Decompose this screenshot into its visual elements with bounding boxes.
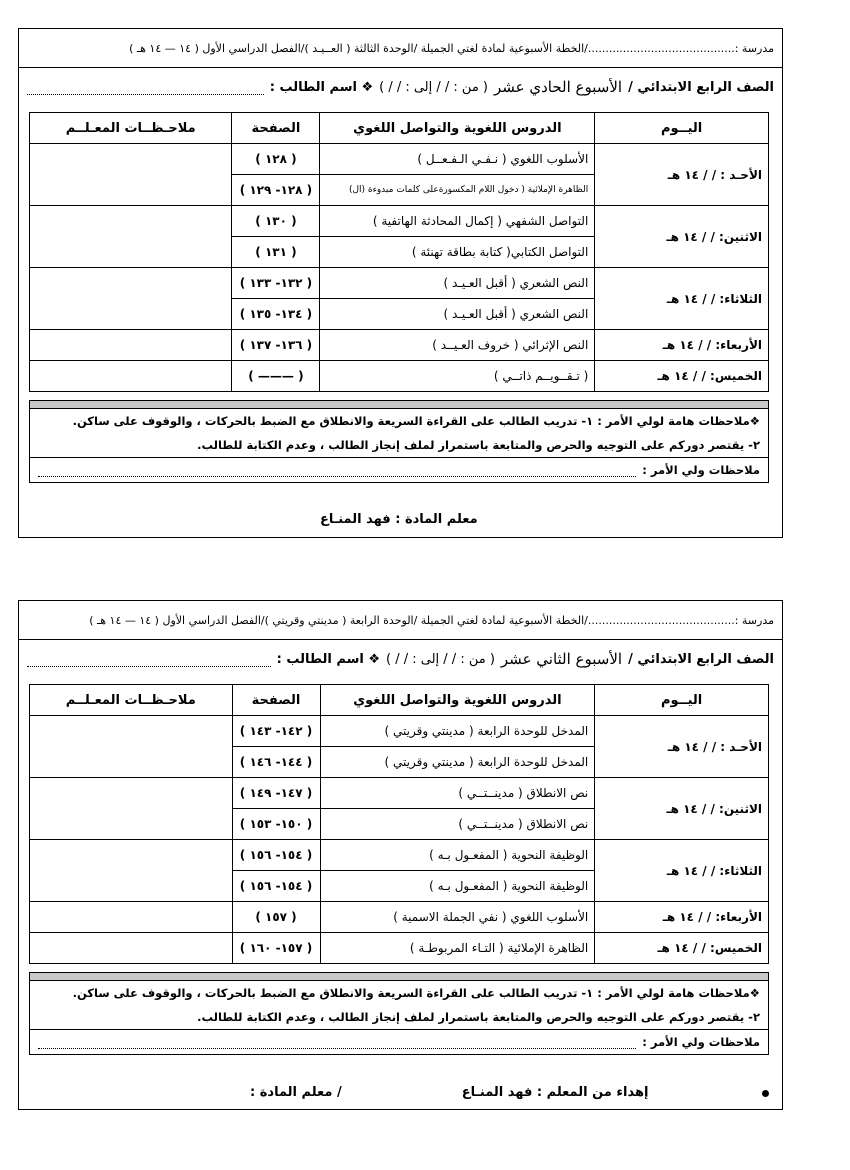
notes-band <box>30 401 768 409</box>
teacher-notes-cell[interactable] <box>30 144 232 206</box>
sheet1-student-label: ❖ اسم الطالب : <box>269 79 374 95</box>
page-cell: ( ١٥٧ ) <box>232 902 320 933</box>
sheet2-footer-prepared: إهداء من المعلم : فهد المنـاع <box>461 1085 649 1100</box>
teacher-notes-cell[interactable] <box>30 840 233 902</box>
sheet1-grade: الصف الرابع الابتدائي / <box>628 79 774 95</box>
page-cell: ( ١٣٠ ) <box>232 206 320 237</box>
lesson-cell: النص الشعري ( أقبل العـيـد ) <box>320 299 595 330</box>
page-cell: ( ١٣١ ) <box>232 237 320 268</box>
page-cell: ( ١٥٧- ١٦٠ ) <box>232 933 320 964</box>
page-cell: ( ١٤٢- ١٤٣ ) <box>232 716 320 747</box>
sheet1-notes-box <box>29 400 769 483</box>
teacher-notes-cell[interactable] <box>30 933 233 964</box>
col-day-header: اليــوم <box>595 113 769 144</box>
page-cell: ( ١٥٤- ١٥٦ ) <box>232 871 320 902</box>
teacher-notes-cell[interactable] <box>30 902 233 933</box>
sheet1-header <box>19 29 782 68</box>
parent-notes-row <box>30 457 768 482</box>
sheet2-header-text: مدرسة :........................................../الخطة الأسبوعية لمادة لغتي الجميلة /الوحدة الرابعة ( مدينتي وقريتي )/الفصل الدراسي الأول ( ١٤ — ١٤ هـ ) <box>89 613 774 627</box>
day-cell: الثلاثاء: / / ١٤ هـ <box>595 840 769 902</box>
lesson-cell: التواصل الكتابي( كتابة بطاقة تهنئة ) <box>320 237 595 268</box>
sheet2-student-field[interactable] <box>27 652 271 667</box>
col-notes-header: ملاحـظــات المعـلــم <box>30 685 233 716</box>
lesson-cell: الظاهرة الإملائية ( دخول اللام المكسورةعلى كلمات مبدوءة (ال) <box>320 175 595 206</box>
page-cell: ( ١٢٨- ١٢٩ ) <box>232 175 320 206</box>
sheet2-student-label: ❖ اسم الطالب : <box>276 651 381 667</box>
sheet1-range: ( من : / / إلى : / / ) <box>379 79 488 95</box>
sheet2-notes-box <box>29 972 769 1055</box>
sheet1-student-field[interactable] <box>27 80 264 95</box>
day-cell: الثلاثاء: / / ١٤ هـ <box>595 268 769 330</box>
day-cell: الاثنين: / / ١٤ هـ <box>595 778 769 840</box>
notes-line-2: ٢- يقتصر دوركم على التوجيه والحرص والمتابعة باستمرار لملف إنجاز الطالب ، وعدم الكتابة للطالب. <box>197 438 760 452</box>
sheet1-week: الأسبوع الحادي عشر <box>494 78 623 96</box>
teacher-notes-cell[interactable] <box>30 361 232 392</box>
parent-notes-field[interactable] <box>38 1036 636 1049</box>
sheet2-header <box>19 601 782 640</box>
lesson-cell: ( تـقــويــم ذاتــي ) <box>320 361 595 392</box>
sheet1-teacher-signature: معلم المادة : فهد المنـاع <box>320 512 478 527</box>
col-page-header: الصفحة <box>232 113 320 144</box>
teacher-notes-cell[interactable] <box>30 268 232 330</box>
lesson-cell: الأسلوب اللغوي ( نفي الجملة الاسمية ) <box>320 902 595 933</box>
day-cell: الأربعاء: / / ١٤ هـ <box>595 902 769 933</box>
col-notes-header: ملاحـظــات المعـلــم <box>30 113 232 144</box>
sheet2-schedule-table <box>29 684 769 964</box>
notes-band <box>30 973 768 981</box>
lesson-cell: الوظيفة النحوية ( المفعـول بـه ) <box>320 840 595 871</box>
teacher-notes-cell[interactable] <box>30 206 232 268</box>
teacher-notes-cell[interactable] <box>30 330 232 361</box>
page-cell: ( ١٢٨ ) <box>232 144 320 175</box>
page-cell: ( ١٣٤- ١٣٥ ) <box>232 299 320 330</box>
col-lessons-header: الدروس اللغوية والتواصل اللغوي <box>320 113 595 144</box>
day-cell: الأحـد : / / ١٤ هـ <box>595 144 769 206</box>
sheet2-grade: الصف الرابع الابتدائي / <box>628 651 774 667</box>
day-cell: الأحـد : / / ١٤ هـ <box>595 716 769 778</box>
col-day-header: اليــوم <box>595 685 769 716</box>
parent-notes-label: ملاحظات ولي الأمر : <box>642 1035 760 1049</box>
page-cell: ( ١٥٠- ١٥٣ ) <box>232 809 320 840</box>
sheet2-subheader <box>19 640 782 678</box>
sheet1-subheader <box>19 68 782 106</box>
sheet2-footer-teacher: / معلم المادة : <box>250 1085 342 1100</box>
lesson-cell: التواصل الشفهي ( إكمال المحادثة الهاتفية ) <box>320 206 595 237</box>
page-cell: ( ١٣٢- ١٣٣ ) <box>232 268 320 299</box>
sheet2-week: الأسبوع الثاني عشر <box>500 650 623 668</box>
bullet-icon <box>762 1090 769 1097</box>
lesson-cell: نص الانطلاق ( مدينــتــي ) <box>320 778 595 809</box>
page-cell: ( ——— ) <box>232 361 320 392</box>
day-cell: الخميس: / / ١٤ هـ <box>595 361 769 392</box>
lesson-cell: الوظيفة النحوية ( المفعـول بـه ) <box>320 871 595 902</box>
col-lessons-header: الدروس اللغوية والتواصل اللغوي <box>320 685 595 716</box>
teacher-notes-cell[interactable] <box>30 778 233 840</box>
parent-notes-field[interactable] <box>38 464 636 477</box>
page-cell: ( ١٤٧- ١٤٩ ) <box>232 778 320 809</box>
sheet1-schedule-table <box>29 112 769 392</box>
lesson-cell: المدخل للوحدة الرابعة ( مدينتي وقريتي ) <box>320 716 595 747</box>
page-cell: ( ١٣٦- ١٣٧ ) <box>232 330 320 361</box>
page-cell: ( ١٤٤- ١٤٦ ) <box>232 747 320 778</box>
lesson-cell: المدخل للوحدة الرابعة ( مدينتي وقريتي ) <box>320 747 595 778</box>
day-cell: الأربعاء: / / ١٤ هـ <box>595 330 769 361</box>
sheet2-range: ( من : / / إلى : / / ) <box>386 651 495 667</box>
parent-notes-label: ملاحظات ولي الأمر : <box>642 463 760 477</box>
sheet1-header-text: مدرسة :........................................../الخطة الأسبوعية لمادة لغتي الجميلة /الوحدة الثالثة ( العــيـد )/الفصل الدراسي الأول ( ١٤ — ١٤ هـ ) <box>129 41 774 55</box>
notes-line-1: ❖ملاحظات هامة لولي الأمر : ١- تدريب الطالب على القراءة السريعة والانطلاق مع الضبط بالحركات ، والوقوف على ساكن. <box>72 986 760 1000</box>
parent-notes-row <box>30 1029 768 1054</box>
notes-line-1: ❖ملاحظات هامة لولي الأمر : ١- تدريب الطالب على القراءة السريعة والانطلاق مع الضبط بالحركات ، والوقوف على ساكن. <box>72 414 760 428</box>
page-cell: ( ١٥٤- ١٥٦ ) <box>232 840 320 871</box>
day-cell: الخميس: / / ١٤ هـ <box>595 933 769 964</box>
lesson-cell: الظاهرة الإملائية ( التـاء المربوطـة ) <box>320 933 595 964</box>
day-cell: الاثنين: / / ١٤ هـ <box>595 206 769 268</box>
notes-line-2: ٢- يقتصر دوركم على التوجيه والحرص والمتابعة باستمرار لملف إنجاز الطالب ، وعدم الكتابة للطالب. <box>197 1010 760 1024</box>
sheet2-footer <box>250 1085 648 1100</box>
col-page-header: الصفحة <box>232 685 320 716</box>
lesson-cell: النص الشعري ( أقبل العـيـد ) <box>320 268 595 299</box>
lesson-cell: نص الانطلاق ( مدينــتــي ) <box>320 809 595 840</box>
lesson-cell: النص الإثرائي ( خروف العـيــد ) <box>320 330 595 361</box>
lesson-cell: الأسلوب اللغوي ( نـفـي الـفـعــل ) <box>320 144 595 175</box>
teacher-notes-cell[interactable] <box>30 716 233 778</box>
